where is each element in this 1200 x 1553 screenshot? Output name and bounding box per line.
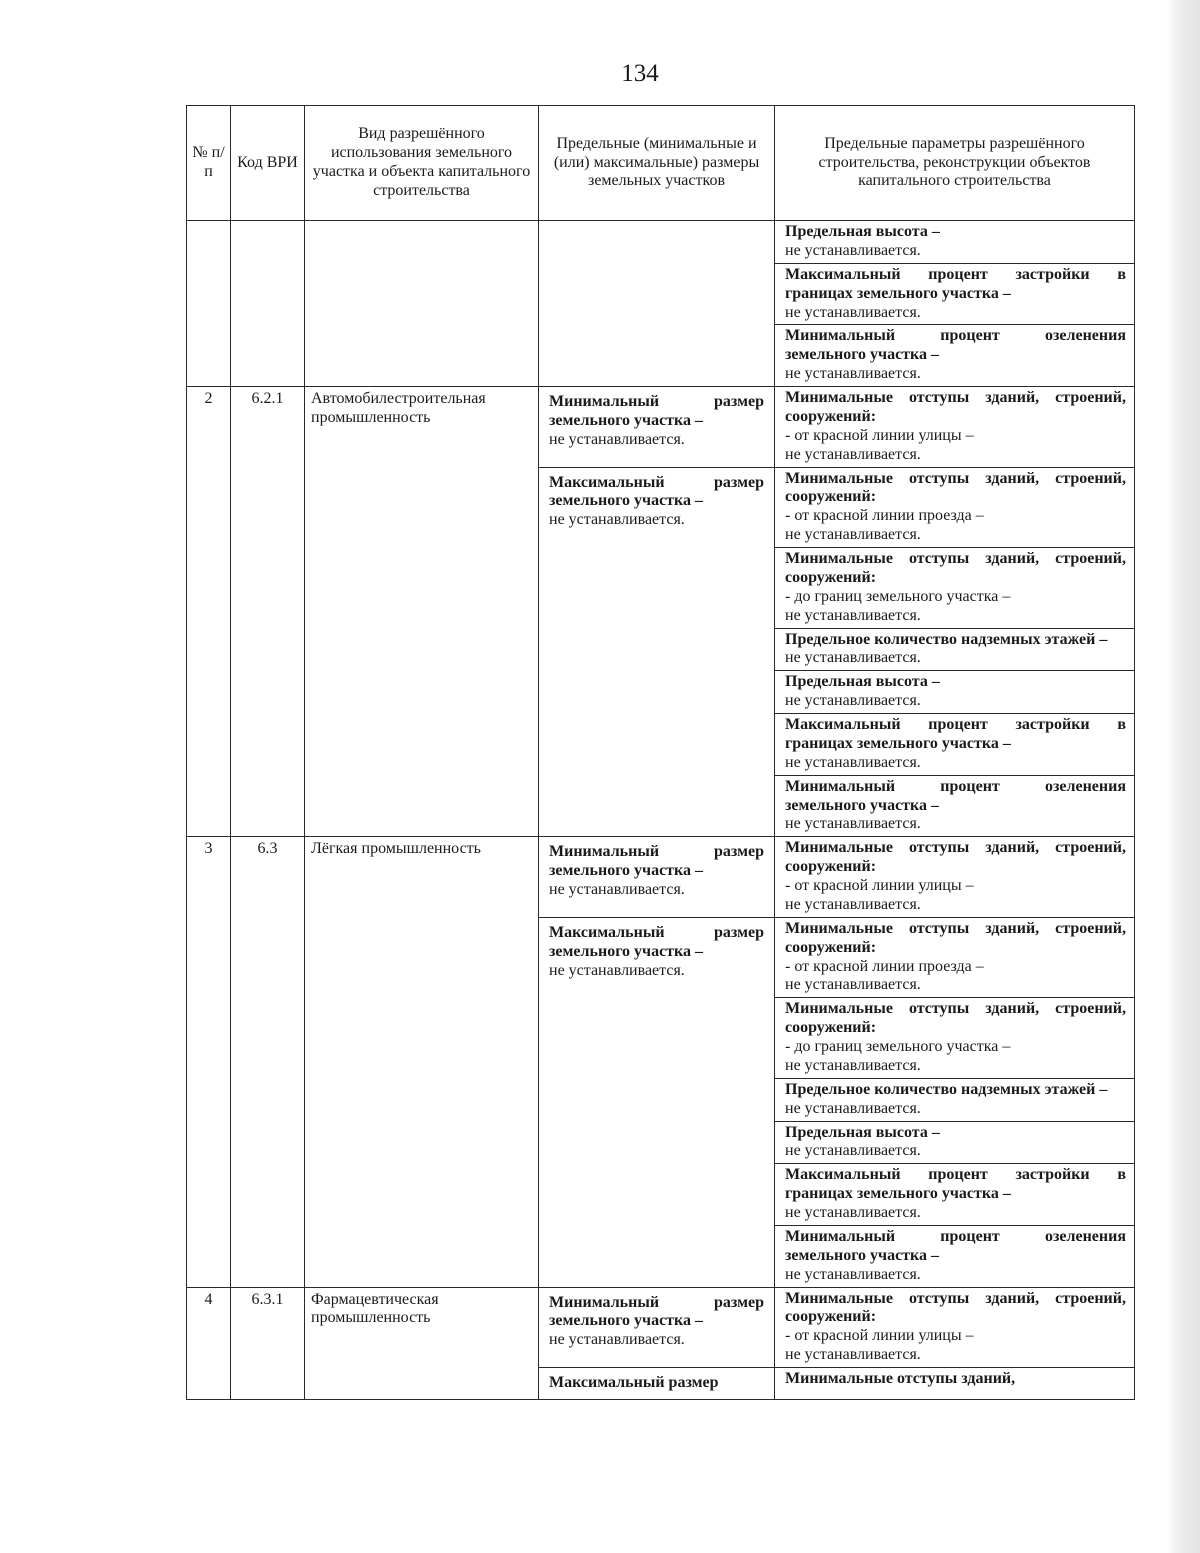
param-cell: Минимальные отступы зданий, строений, сооружений: - от красной линии улицы – не устанавливается. [775,1287,1135,1368]
header-code: Код ВРИ [231,106,305,221]
row-code: 6.3 [231,837,305,1287]
table-row [187,221,1135,264]
param-cell: Минимальные отступы зданий, строений, сооружений: - от красной линии улицы – не устанавливается. [775,837,1135,918]
param-cell: Минимальный процент озеленения земельного участка – не устанавливается. [775,325,1135,387]
row-number: 2 [187,387,231,837]
param-cell: Предельная высота – не устанавливается. [775,221,1135,264]
min-size-cell: Минимальный размер земельного участка – не устанавливается. [539,837,775,918]
param-cell: Предельная высота – не устанавливается. [775,1121,1135,1164]
table-row [187,1287,1135,1368]
row-number: 3 [187,837,231,1287]
param-cell: Предельное количество надземных этажей – не устанавливается. [775,1078,1135,1121]
param-cell: Максимальный процент застройки в границах земельного участка – не устанавливается. [775,1164,1135,1226]
max-size-cell: Максимальный размер [539,1368,775,1400]
param-cell: Минимальный процент озеленения земельного участка – не устанавливается. [775,1225,1135,1287]
param-cell: Максимальный процент застройки в границах земельного участка – не устанавливается. [775,263,1135,325]
param-cell: Предельная высота – не устанавливается. [775,671,1135,714]
row-kind: Автомобилестроительная промышленность [305,387,539,837]
table-row [187,387,1135,468]
param-cell: Минимальные отступы зданий, строений, сооружений: - от красной линии улицы – не устанавливается. [775,387,1135,468]
row-kind: Фармацевтическая промышленность [305,1287,539,1399]
row-number: 4 [187,1287,231,1399]
param-cell: Минимальные отступы зданий, строений, сооружений: - от красной линии проезда – не устанавливается. [775,917,1135,998]
param-cell: Максимальный процент застройки в границах земельного участка – не устанавливается. [775,714,1135,776]
header-sizes: Предельные (минимальные и (или) максимальные) размеры земельных участков [539,106,775,221]
param-cell: Предельное количество надземных этажей – не устанавливается. [775,628,1135,671]
row-kind: Лёгкая промышленность [305,837,539,1287]
param-cell: Минимальный процент озеленения земельного участка – не устанавливается. [775,775,1135,837]
min-size-cell: Минимальный размер земельного участка – не устанавливается. [539,1287,775,1368]
max-size-cell: Максимальный размер земельного участка – не устанавливается. [539,917,775,1287]
row-code: 6.2.1 [231,387,305,837]
page-number: 134 [621,60,659,87]
header-kind: Вид разрешённого использования земельного участка и объекта капитального строительства [305,106,539,221]
page-edge-shadow [1166,0,1200,1553]
header-num: № п/п [187,106,231,221]
table-row [187,837,1135,918]
min-size-cell: Минимальный размер земельного участка – не устанавливается. [539,387,775,468]
max-size-cell: Максимальный размер земельного участка – не устанавливается. [539,467,775,837]
regulations-table [186,105,1135,1400]
row-code: 6.3.1 [231,1287,305,1399]
table-header-row [187,106,1135,221]
param-cell: Минимальные отступы зданий, строений, сооружений: - до границ земельного участка – не устанавливается. [775,998,1135,1079]
param-cell: Минимальные отступы зданий, строений, сооружений: - от красной линии проезда – не устанавливается. [775,467,1135,548]
param-cell: Минимальные отступы зданий, строений, сооружений: - до границ земельного участка – не устанавливается. [775,548,1135,629]
header-params: Предельные параметры разрешённого строительства, реконструкции объектов капитального строительства [775,106,1135,221]
param-cell: Минимальные отступы зданий, [775,1368,1135,1400]
